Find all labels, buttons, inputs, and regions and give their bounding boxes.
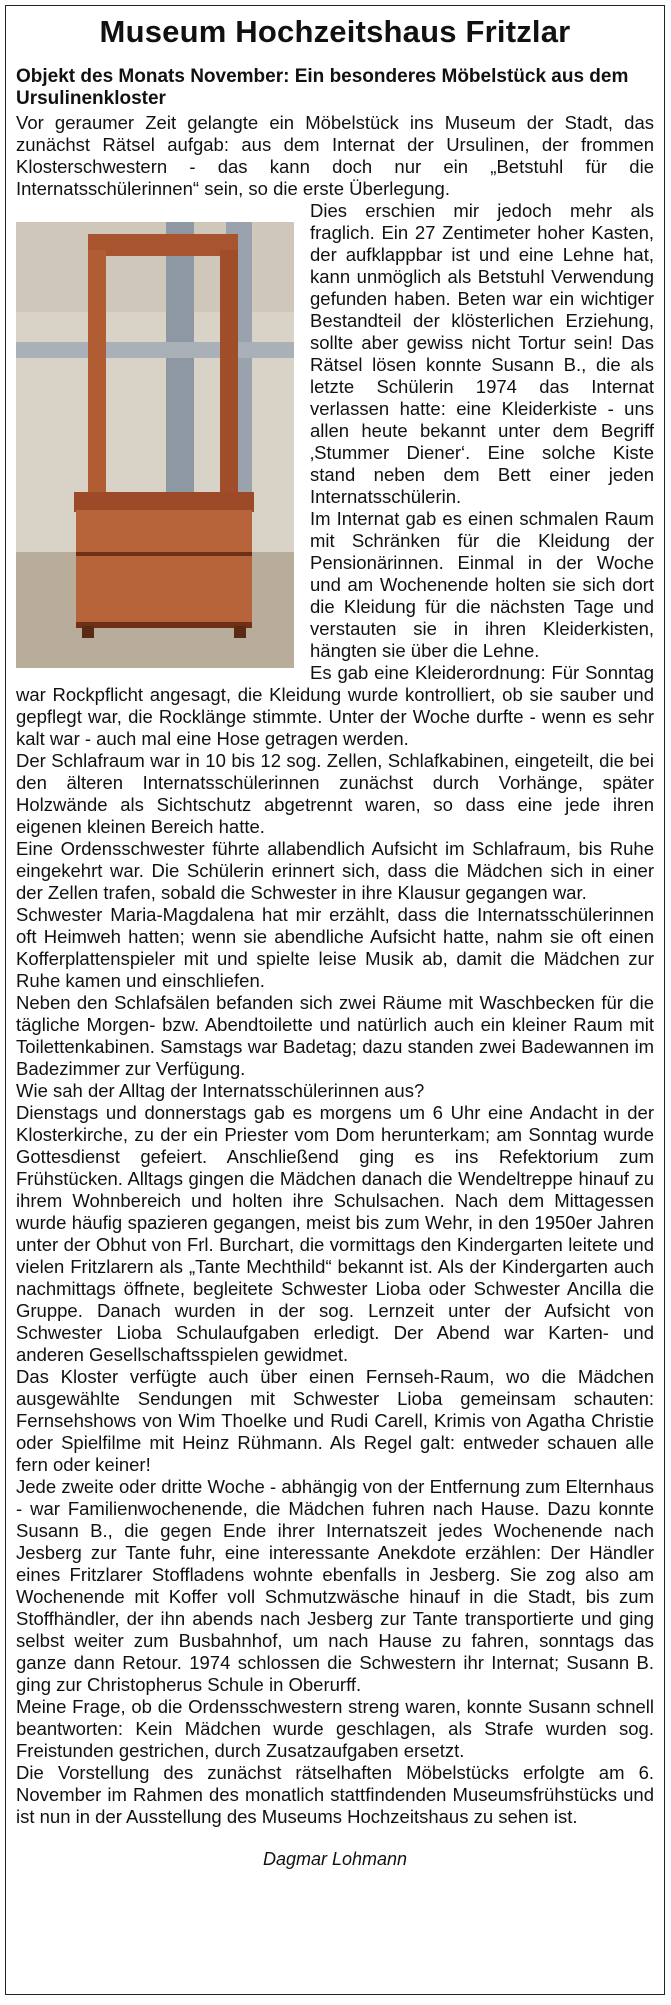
paragraph: Meine Frage, ob die Ordensschwestern streng waren, konnte Susann schnell beantworten: Kein Mädchen wurde geschlagen, als Strafe wurden sog. Freistunden gestrichen, durch Zusatzaufgaben ersetzt. xyxy=(16,1696,654,1761)
paragraph: Das Kloster verfügte auch über einen Fernseh-Raum, wo die Mädchen ausgewählte Sendungen mit Schwester Lioba gemeinsam schauten: Fernsehshows von Wim Thoelke und Rudi Carell, Krimis von Agatha Christie oder Spielfilme mit Heinz Rühmann. Als Regel galt: entweder schauen alle fern oder keiner! xyxy=(16,1366,654,1475)
paragraph: Der Schlafraum war in 10 bis 12 sog. Zellen, Schlafkabinen, eingeteilt, die bei den älteren Internatsschülerinnen zunächst durch Vorhänge, später Holzwände als Sichtschutz abgetrennt waren, so dass eine jede ihren eigenen kleinen Bereich hatte. xyxy=(16,750,654,837)
paragraph: Dies erschien mir jedoch mehr als fraglich. Ein 27 Zentimeter hoher Kasten, der aufklappbar ist und eine Lehne hat, kann unmöglich als Betstuhl Verwendung gefunden haben. Beten war ein wichtiger Bestandteil der klösterlichen Erziehung, sollte aber gewiss nicht Tortur sein! Das Rätsel lösen konnte Susann B., die als letzte Schülerin 1974 das Internat verlassen hatte: eine Kleiderkiste - uns allen heute bekannt unter dem Begriff ‚Stummer Diener‘. Eine solche Kiste stand neben dem Bett einer jeden Internatsschülerin. xyxy=(310,200,654,507)
clothes-chest-photo xyxy=(16,222,294,668)
clothes-chest-illustration xyxy=(16,222,294,668)
article-title: Museum Hochzeitshaus Fritzlar xyxy=(99,14,571,49)
paragraph: Im Internat gab es einen schmalen Raum mit Schränken für die Kleidung der Pensionärinnen. Einmal in der Woche und am Wochenende holten sie sich dort die Kleidung für die nächsten Tage und verstauten sie in ihren Kleiderkisten, hängten sie über die Lehne. xyxy=(310,508,654,661)
article-subtitle: Objekt des Monats November: Ein besonderes Möbelstück aus dem Ursulinenkloster xyxy=(16,66,629,109)
paragraph: Jede zweite oder dritte Woche - abhängig von der Entfernung zum Elternhaus - war Familienwochenende, die Mädchen fuhren nach Hause. Dazu konnte Susann B., die gegen Ende ihrer Internatszeit jedes Wochenende nach Jesberg zur Tante fuhr, eine interessante Anekdote erzählen: Der Händler eines Fritzlarer Stoffladens wohnte ebenfalls in Jesberg. Sie zog also am Wochenende mit Koffer voll Schmutzwäsche hinauf in die Stadt, bis zum Stoffhändler, der ihn abends nach Jesberg zur Tante transportierte und ging selbst weiter zum Busbahnhof, um nach Hause zu fahren, sonntags das ganze dann Retour. 1974 schlossen die Schwestern ihr Internat; Susann B. ging zur Christopherus Schule in Oberurff. xyxy=(16,1476,654,1695)
paragraph: Schwester Maria-Magdalena hat mir erzählt, dass die Internatsschülerinnen oft Heimweh hatten; wenn sie abendliche Aufsicht hatte, nahm sie oft einen Kofferplattenspieler mit und spielte leise Musik ab, damit die Mädchen zur Ruhe kamen und einschliefen. xyxy=(16,904,654,991)
paragraph: Neben den Schlafsälen befanden sich zwei Räume mit Waschbecken für die tägliche Morgen- bzw. Abendtoilette und natürlich auch ein kleiner Raum mit Toilettenkabinen. Samstags war Badetag; dazu standen zwei Badewannen im Badezimmer zur Verfügung. xyxy=(16,992,654,1079)
paragraph: Eine Ordensschwester führte allabendlich Aufsicht im Schlafraum, bis Ruhe eingekehrt war. Die Schülerin erinnert sich, dass die Mädchen sich in einer der Zellen trafen, sobald die Schwester in ihre Klausur gegangen war. xyxy=(16,838,654,903)
author-signature: Dagmar Lohmann xyxy=(262,1849,408,1869)
paragraph: Die Vorstellung des zunächst rätselhaften Möbelstücks erfolgte am 6. November im Rahmen des monatlich stattfindenden Museumsfrühstücks und ist nun in der Ausstellung des Museums Hochzeitshaus zu sehen ist. xyxy=(16,1762,654,1827)
paragraph: Wie sah der Alltag der Internatsschülerinnen aus? xyxy=(16,1080,425,1101)
article-clipping xyxy=(5,5,665,1995)
article-body xyxy=(16,112,654,1828)
paragraph: Es gab eine Kleiderordnung: Für Sonntag war Rockpflicht angesagt, die Kleidung wurde kontrolliert, ob sie sauber und gepflegt war, die Rocklänge stimmte. Unter der Woche durfte - wenn es sehr kalt war - auch mal eine Hose getragen werden. xyxy=(16,662,654,749)
paragraph: Vor geraumer Zeit gelangte ein Möbelstück ins Museum der Stadt, das zunächst Rätsel aufgab: aus dem Internat der Ursulinen, der frommen Klosterschwestern - das kann doch nur ein „Betstuhl für die Internatsschülerinnen“ sein, so die erste Überlegung. xyxy=(16,112,654,199)
paragraph: Dienstags und donnerstags gab es morgens um 6 Uhr eine Andacht in der Klosterkirche, zu der ein Priester vom Dom herunterkam; am Sonntag wurde Gottesdienst gefeiert. Anschließend ging es ins Refektorium zum Frühstücken. Alltags gingen die Mädchen danach die Wendeltreppe hinauf zu ihrem Wohnbereich und holten ihre Schulsachen. Nach dem Mittagessen wurde häufig spazieren gegangen, meist bis zum Wehr, in den 1950er Jahren unter der Obhut von Frl. Burchart, die vormittags den Kindergarten leitete und vielen Fritzlarern als „Tante Mechthild“ bekannt ist. Als der Kindergarten auch nachmittags öffnete, begleitete Schwester Lioba oder Schwester Ancilla die Gruppe. Danach wurden in der sog. Lernzeit unter der Aufsicht von Schwester Lioba Schulaufgaben erledigt. Der Abend war Karten- und anderen Gesellschaftsspielen gewidmet. xyxy=(16,1102,654,1365)
